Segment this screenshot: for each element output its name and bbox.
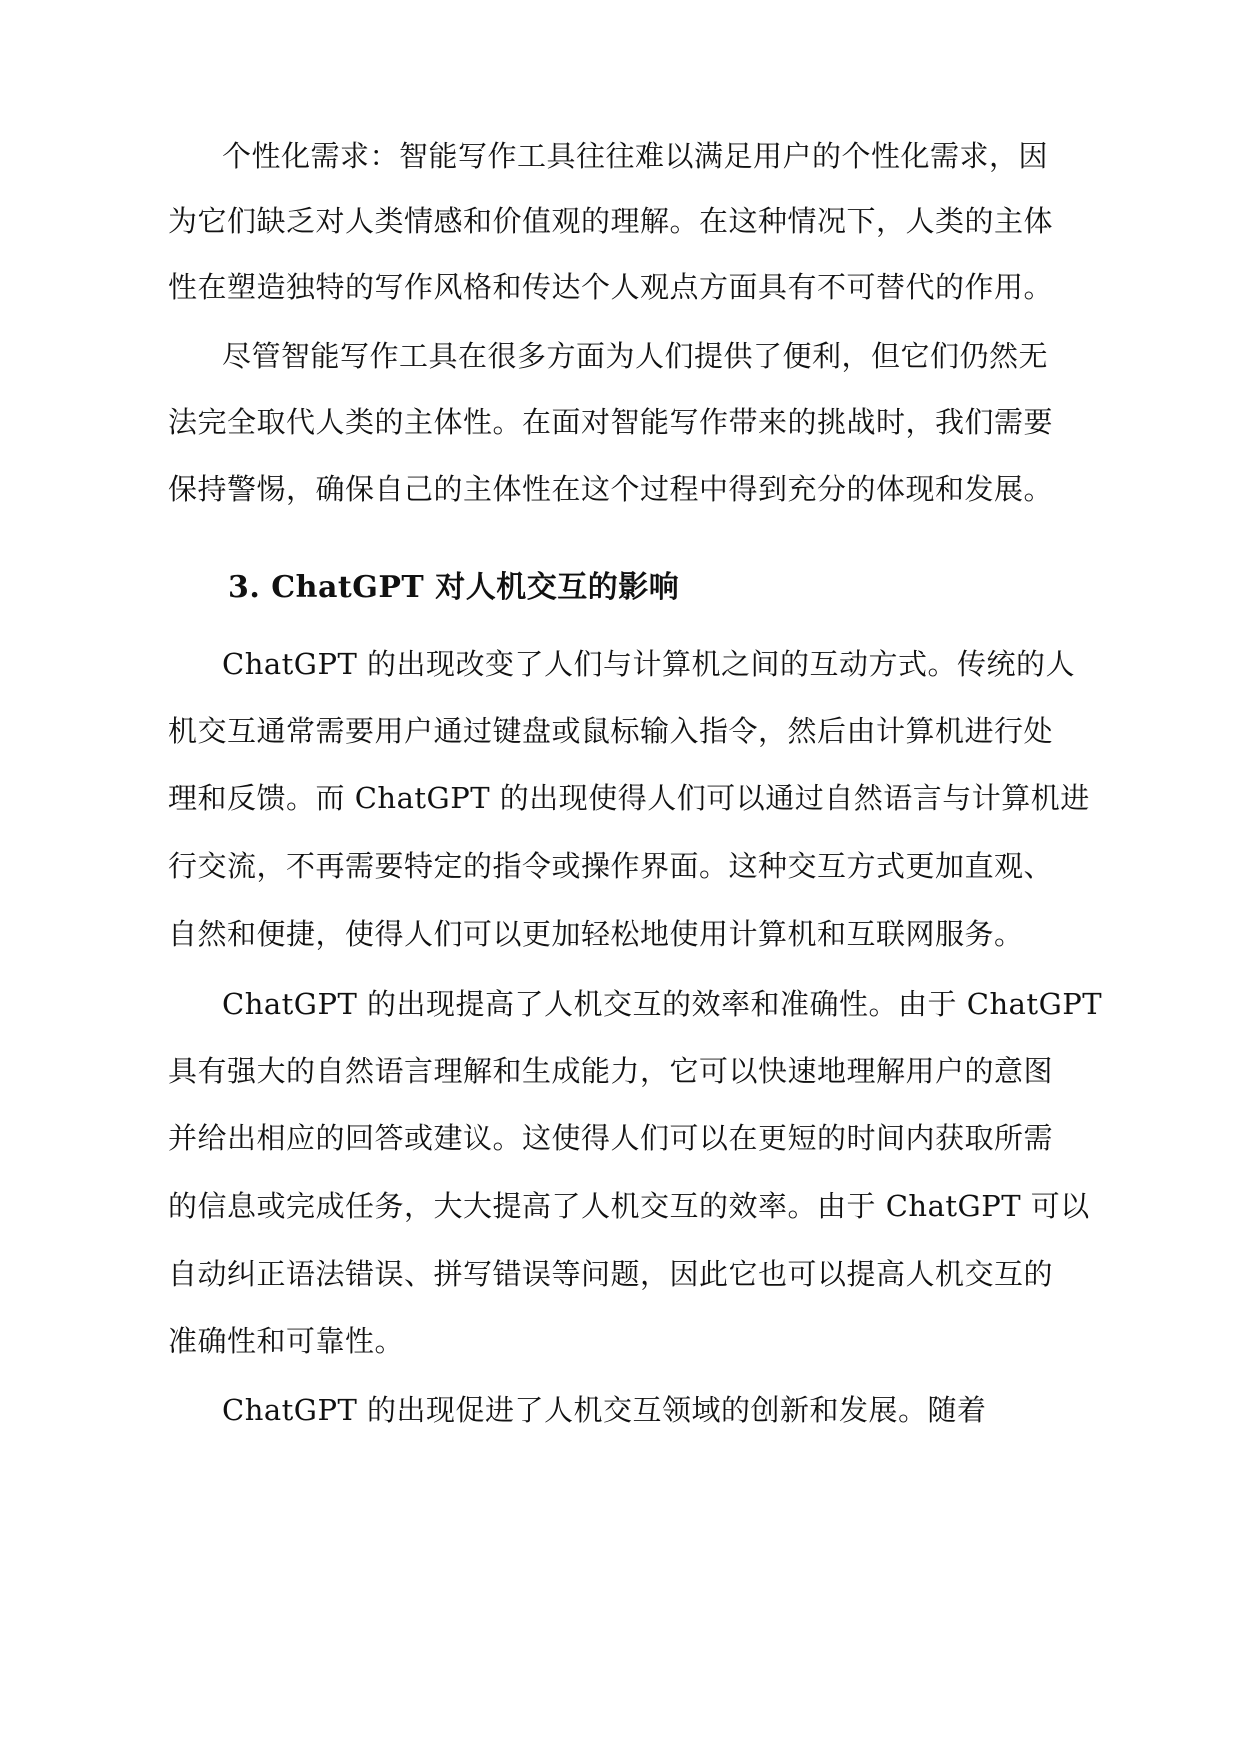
section-heading: 3. ChatGPT 对人机交互的影响 bbox=[228, 570, 680, 605]
paragraph-line: 行交流，不再需要特定的指令或操作界面。这种交互方式更加直观、 bbox=[168, 849, 1054, 883]
paragraph-line: 性在塑造独特的写作风格和传达个人观点方面具有不可替代的作用。 bbox=[168, 270, 1054, 304]
paragraph-line: 尽管智能写作工具在很多方面为人们提供了便利，但它们仍然无 bbox=[222, 339, 1049, 373]
paragraph-line: 理和反馈。而 ChatGPT 的出现使得人们可以通过自然语言与计算机进 bbox=[168, 781, 1090, 815]
paragraph-line: ChatGPT 的出现提高了人机交互的效率和准确性。由于 ChatGPT bbox=[222, 987, 1103, 1021]
paragraph-line: 机交互通常需要用户通过键盘或鼠标输入指令，然后由计算机进行处 bbox=[168, 714, 1054, 748]
paragraph-line: 个性化需求：智能写作工具往往难以满足用户的个性化需求，因 bbox=[222, 139, 1049, 173]
paragraph-line: 为它们缺乏对人类情感和价值观的理解。在这种情况下，人类的主体 bbox=[168, 204, 1054, 238]
paragraph-line: 的信息或完成任务，大大提高了人机交互的效率。由于 ChatGPT 可以 bbox=[168, 1189, 1090, 1223]
paragraph-line: 具有强大的自然语言理解和生成能力，它可以快速地理解用户的意图 bbox=[168, 1054, 1054, 1088]
paragraph-line: ChatGPT 的出现促进了人机交互领域的创新和发展。随着 bbox=[222, 1393, 987, 1427]
paragraph-line: 保持警惕，确保自己的主体性在这个过程中得到充分的体现和发展。 bbox=[168, 472, 1054, 506]
paragraph-line: 法完全取代人类的主体性。在面对智能写作带来的挑战时，我们需要 bbox=[168, 405, 1054, 439]
paragraph-line: 准确性和可靠性。 bbox=[168, 1324, 405, 1358]
paragraph-line: 并给出相应的回答或建议。这使得人们可以在更短的时间内获取所需 bbox=[168, 1121, 1054, 1155]
paragraph-line: 自动纠正语法错误、拼写错误等问题，因此它也可以提高人机交互的 bbox=[168, 1257, 1054, 1291]
paragraph-line: 自然和便捷，使得人们可以更加轻松地使用计算机和互联网服务。 bbox=[168, 917, 1024, 951]
paragraph-line: ChatGPT 的出现改变了人们与计算机之间的互动方式。传统的人 bbox=[222, 647, 1076, 681]
